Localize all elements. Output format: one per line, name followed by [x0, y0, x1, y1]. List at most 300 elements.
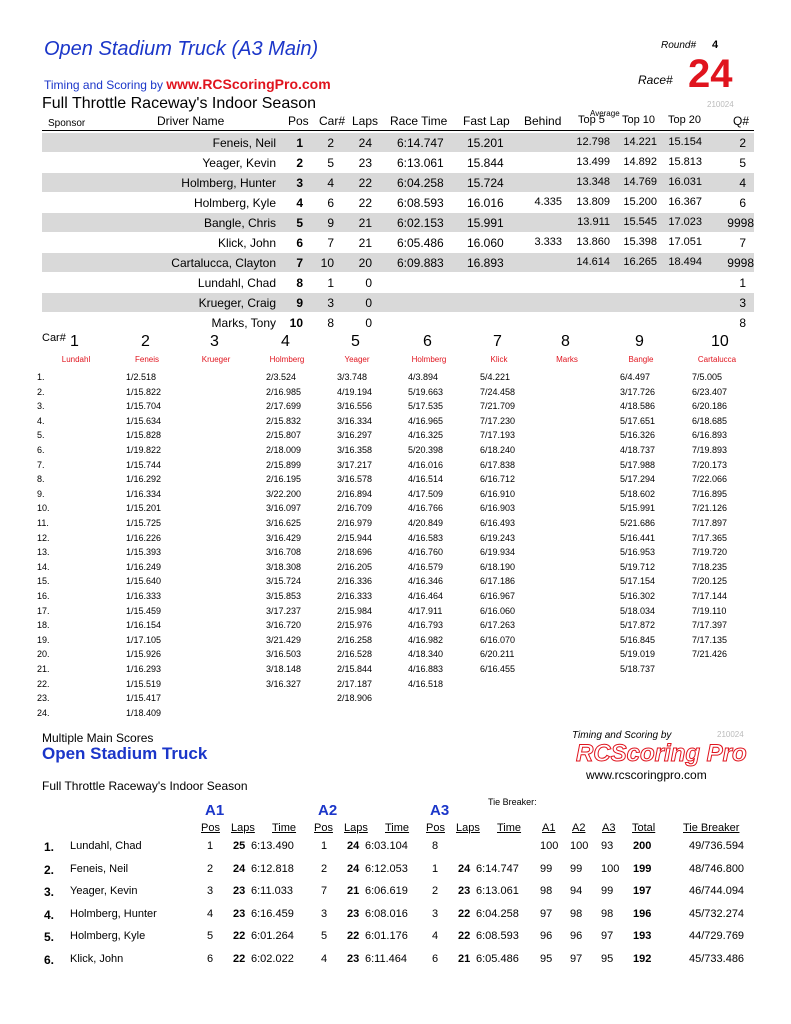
lap-cell: 3/16.358 — [337, 445, 373, 455]
result-pos: 9 — [296, 296, 303, 310]
lap-number: 6. — [37, 445, 45, 455]
lap-cell: 2/3.524 — [266, 372, 297, 382]
lap-cell: 1/15.725 — [126, 518, 162, 528]
lap-number: 17. — [37, 605, 50, 616]
lap-cell: 7/18.235 — [692, 561, 728, 572]
result-car: 7 — [327, 236, 334, 250]
lap-cell: 5/16.302 — [620, 591, 656, 601]
driver-name: Klick, John — [70, 952, 124, 965]
result-q: 7 — [739, 236, 746, 250]
lap-cell: 6/16.910 — [480, 488, 516, 499]
result-car: 8 — [327, 316, 334, 330]
lap-cell: 1/17.105 — [126, 634, 162, 645]
lap-cell: 5/18.602 — [620, 488, 656, 499]
result-laps: 21 — [358, 236, 372, 250]
a1-pos: 3 — [207, 885, 214, 897]
lap-number: 15. — [37, 576, 50, 587]
result-q: 3 — [739, 296, 746, 310]
lap-cell: 5/19.019 — [620, 649, 656, 660]
lap-cell: 7/21.709 — [480, 401, 516, 412]
lap-cell: 3/17.237 — [266, 605, 302, 616]
lap-cell: 1/15.417 — [126, 693, 162, 704]
race-label: Race# — [638, 73, 673, 87]
total-score: 197 — [633, 885, 652, 897]
result-row — [42, 133, 754, 152]
result-driver: Feneis, Neil — [212, 136, 276, 150]
lap-cell: 2/18.696 — [337, 547, 373, 558]
col-header-behind: Behind — [524, 114, 562, 128]
lap-cell: 3/17.217 — [337, 459, 373, 470]
a3-laps: 24 — [458, 862, 471, 875]
lap-cell: 5/16.845 — [620, 634, 656, 645]
a2-score: 100 — [570, 840, 589, 852]
lap-cell: 7/5.005 — [692, 372, 723, 382]
lap-cell: 4/19.194 — [337, 386, 373, 397]
lap-cell: 7/17.365 — [692, 532, 728, 543]
a2-laps: 24 — [347, 862, 360, 875]
result-row — [42, 253, 754, 272]
lap-cell: 3/3.748 — [337, 372, 368, 382]
result-pos: 1 — [296, 136, 303, 150]
tie-breaker: 45/732.274 — [689, 907, 745, 920]
lap-cell: 1/15.393 — [126, 547, 162, 558]
car-number-header: 3 — [210, 333, 219, 350]
a3-pos: 3 — [432, 907, 439, 920]
car-number-header: 6 — [423, 333, 432, 350]
race-number: 24 — [688, 52, 733, 96]
a2-header: A2 — [572, 822, 586, 834]
result-car: 9 — [327, 216, 334, 230]
lap-cell: 4/16.518 — [408, 678, 444, 689]
car-number-header: 1 — [70, 333, 79, 350]
result-q: 5 — [739, 156, 746, 170]
tie-breaker: 48/746.800 — [689, 862, 745, 875]
a3-score: 100 — [601, 862, 620, 875]
lap-cell: 7/20.173 — [692, 459, 728, 470]
lap-cell: 2/16.258 — [337, 634, 373, 645]
lap-cell: 6/16.070 — [480, 634, 516, 645]
lap-cell: 2/16.985 — [266, 386, 302, 397]
total-score: 196 — [633, 907, 652, 920]
result-row — [42, 193, 754, 212]
result-fast-lap: 15.201 — [467, 136, 504, 150]
lap-cell: 4/16.583 — [408, 532, 444, 543]
lap-cell: 2/15.832 — [266, 415, 302, 426]
timing-prefix: Timing and Scoring by — [44, 78, 167, 92]
lap-cell: 5/17.988 — [620, 459, 656, 470]
car-label: Car# — [42, 332, 66, 344]
a3-laps: 22 — [458, 930, 471, 942]
col-header-race-time: Race Time — [390, 114, 448, 128]
result-driver: Yeager, Kevin — [202, 156, 276, 170]
a2-score: 99 — [570, 862, 583, 875]
result-driver: Krueger, Craig — [198, 296, 276, 310]
lap-number: 14. — [37, 561, 50, 572]
result-top10: 14.769 — [623, 176, 657, 188]
result-row — [42, 313, 754, 332]
car-number-header: 7 — [493, 333, 502, 350]
lap-cell: 5/16.441 — [620, 532, 656, 543]
laps-header: Laps — [344, 822, 368, 834]
lap-cell: 6/16.493 — [480, 518, 516, 528]
a3-score: 93 — [601, 840, 614, 852]
lap-cell: 5/17.651 — [620, 415, 656, 426]
result-pos: 2 — [296, 156, 303, 170]
lap-cell: 6/17.838 — [480, 459, 516, 470]
result-top10: 14.221 — [623, 136, 657, 148]
a2-time: 6:12.053 — [365, 862, 408, 875]
lap-cell: 2/18.906 — [337, 693, 373, 704]
lap-cell: 4/16.965 — [408, 415, 444, 426]
col-header-top5: Top 5 — [578, 114, 605, 126]
a3-score: 99 — [601, 885, 614, 897]
lap-cell: 2/15.976 — [337, 620, 373, 631]
lap-cell: 6/16.893 — [692, 430, 728, 441]
result-fast-lap: 15.991 — [467, 216, 504, 230]
a3-score: 97 — [601, 930, 614, 942]
a1-pos: 2 — [207, 862, 214, 875]
tie-breaker: 46/744.094 — [689, 885, 745, 897]
a2-time: 6:08.016 — [365, 907, 408, 920]
result-fast-lap: 15.844 — [467, 156, 504, 170]
lap-cell: 4/16.514 — [408, 474, 444, 485]
result-driver: Bangle, Chris — [203, 216, 276, 230]
lap-number: 23. — [37, 693, 50, 704]
lap-cell: 7/22.066 — [692, 474, 728, 485]
a1-pos: 4 — [207, 907, 214, 920]
result-row — [42, 293, 754, 312]
pos-header: Pos — [314, 822, 333, 834]
lap-cell: 4/16.982 — [408, 634, 444, 645]
result-laps: 22 — [358, 176, 372, 190]
lap-cell: 4/16.325 — [408, 430, 444, 441]
result-laps: 0 — [365, 316, 372, 330]
lap-cell: 7/24.458 — [480, 386, 516, 397]
lap-cell: 7/21.426 — [692, 649, 728, 660]
a3-time: 6:13.061 — [476, 885, 519, 897]
ref-code: 210024 — [707, 100, 734, 109]
result-pos: 3 — [296, 176, 303, 190]
lap-cell: 7/19.110 — [692, 605, 727, 616]
lap-cell: 2/17.699 — [266, 401, 302, 412]
result-laps: 23 — [358, 156, 372, 170]
lap-number: 1. — [37, 372, 45, 382]
lap-number: 16. — [37, 591, 50, 601]
result-car: 10 — [320, 256, 334, 270]
lap-number: 12. — [37, 532, 50, 543]
lap-cell: 4/16.760 — [408, 547, 444, 558]
total-score: 192 — [633, 952, 652, 965]
result-race-time: 6:05.486 — [397, 236, 444, 250]
col-header-laps: Laps — [352, 114, 379, 128]
lap-cell: 1/15.201 — [126, 503, 162, 514]
lap-cell: 4/18.586 — [620, 401, 656, 412]
a3-pos: 8 — [432, 840, 439, 852]
result-race-time: 6:09.883 — [397, 256, 444, 270]
lap-number: 11. — [37, 518, 49, 528]
lap-cell: 6/18.190 — [480, 561, 516, 572]
car-driver-label: Lundahl — [61, 355, 91, 364]
result-laps: 21 — [358, 216, 372, 230]
car-number-header: 8 — [561, 333, 570, 350]
a1-score: 97 — [540, 907, 553, 920]
lap-cell: 1/15.926 — [126, 649, 162, 660]
result-driver: Marks, Tony — [211, 316, 276, 330]
result-race-time: 6:14.747 — [397, 136, 444, 150]
lap-cell: 6/17.263 — [480, 620, 516, 631]
result-behind: 3.333 — [534, 236, 562, 248]
car-driver-label: Holmberg — [269, 355, 305, 364]
result-top10: 15.545 — [623, 216, 657, 228]
lap-cell: 5/16.953 — [620, 547, 656, 558]
result-row — [42, 173, 754, 192]
laps-header: Laps — [456, 822, 480, 834]
a2-score: 94 — [570, 885, 583, 897]
result-laps: 24 — [358, 136, 372, 150]
a1-laps: 23 — [233, 885, 246, 897]
lap-cell: 1/15.640 — [126, 576, 162, 587]
lap-cell: 6/23.407 — [692, 386, 728, 397]
lap-cell: 2/15.984 — [337, 605, 373, 616]
result-behind: 4.335 — [534, 196, 562, 208]
lap-cell: 6/16.967 — [480, 591, 516, 601]
lap-number: 22. — [37, 678, 50, 689]
lap-cell: 6/20.186 — [692, 401, 728, 412]
car-driver-label: Feneis — [134, 355, 159, 364]
col-header-fast-lap: Fast Lap — [463, 114, 510, 128]
page-title: Open Stadium Truck (A3 Main) — [44, 38, 319, 60]
result-pos: 8 — [296, 276, 303, 290]
a2-pos: 5 — [321, 930, 328, 942]
lap-cell: 7/20.125 — [692, 576, 728, 587]
timing-url-link[interactable]: www.RCScoringPro.com — [166, 76, 331, 92]
lap-cell: 2/16.979 — [337, 518, 373, 528]
class-title: Open Stadium Truck — [42, 744, 208, 763]
result-top5: 13.499 — [576, 156, 610, 168]
lap-cell: 6/16.455 — [480, 664, 516, 674]
lap-cell: 3/17.726 — [620, 386, 656, 397]
car-driver-label: Klick — [490, 355, 508, 364]
lap-number: 4. — [37, 415, 45, 426]
lap-cell: 5/17.154 — [620, 576, 656, 587]
lap-cell: 7/21.126 — [692, 503, 728, 514]
a1-header: A1 — [542, 822, 556, 834]
lap-cell: 1/19.822 — [126, 445, 162, 455]
a2-laps: 23 — [347, 907, 360, 920]
a1-time: 6:12.818 — [251, 862, 294, 875]
lap-cell: 1/15.822 — [126, 386, 162, 397]
a3-time: 6:14.747 — [476, 862, 519, 875]
lap-cell: 3/16.503 — [266, 649, 302, 660]
lap-cell: 3/18.308 — [266, 561, 302, 572]
a2-laps: 21 — [347, 885, 360, 897]
lap-cell: 4/17.911 — [408, 605, 443, 616]
lap-cell: 5/15.991 — [620, 503, 656, 514]
laps-header: Laps — [231, 822, 255, 834]
total-score: 199 — [633, 862, 652, 875]
pos-header: Pos — [201, 822, 220, 834]
lap-cell: 3/16.429 — [266, 532, 302, 543]
lap-cell: 3/16.327 — [266, 678, 302, 689]
lap-cell: 3/16.297 — [337, 430, 373, 441]
header-divider — [42, 130, 754, 131]
lap-number: 2. — [37, 386, 45, 397]
result-pos: 7 — [296, 256, 303, 270]
result-row — [42, 233, 754, 252]
lap-cell: 1/2.518 — [126, 372, 157, 382]
main-a2-label: A2 — [318, 802, 338, 819]
driver-name: Yeager, Kevin — [70, 885, 138, 897]
a3-header: A3 — [602, 822, 616, 834]
lap-cell: 1/16.293 — [126, 664, 162, 674]
lap-cell: 1/16.154 — [126, 620, 162, 631]
a1-score: 96 — [540, 930, 553, 942]
a1-laps: 22 — [233, 952, 246, 965]
result-pos: 6 — [296, 236, 303, 250]
result-top20: 15.813 — [668, 156, 702, 168]
timing-credit — [44, 76, 331, 92]
lap-cell: 7/17.897 — [692, 518, 728, 528]
lap-cell: 3/22.200 — [266, 488, 302, 499]
lap-cell: 7/17.135 — [692, 634, 728, 645]
lap-cell: 1/15.744 — [126, 459, 162, 470]
tie-breaker-label: Tie Breaker: — [488, 797, 537, 807]
lap-number: 13. — [37, 547, 50, 558]
a1-pos: 5 — [207, 930, 214, 942]
a2-time: 6:01.176 — [365, 930, 408, 942]
result-laps: 20 — [358, 256, 372, 270]
result-q: 9998 — [727, 216, 754, 230]
round-label: Round# — [661, 40, 697, 51]
driver-name: Holmberg, Hunter — [70, 907, 157, 920]
result-q: 2 — [739, 136, 746, 150]
lap-cell: 2/16.336 — [337, 576, 373, 587]
car-driver-label: Cartalucca — [697, 355, 737, 364]
rank: 4. — [44, 907, 55, 922]
lap-cell: 6/18.240 — [480, 445, 516, 455]
total-score: 200 — [633, 840, 652, 852]
lap-cell: 2/16.528 — [337, 649, 373, 660]
a2-score: 96 — [570, 930, 583, 942]
lap-number: 24. — [37, 707, 50, 718]
lap-cell: 2/15.844 — [337, 664, 373, 674]
total-score: 193 — [633, 930, 652, 942]
result-car: 3 — [327, 296, 334, 310]
result-top5: 13.348 — [576, 176, 610, 188]
a1-time: 6:13.490 — [251, 840, 294, 852]
a2-time: 6:11.464 — [365, 952, 408, 965]
a1-score: 95 — [540, 952, 553, 965]
car-number-header: 5 — [351, 333, 360, 350]
result-row — [42, 273, 754, 292]
season-title: Full Throttle Raceway's Indoor Season — [42, 95, 317, 112]
car-number-header: 4 — [281, 333, 290, 350]
lap-cell: 2/16.894 — [337, 488, 373, 499]
lap-cell: 4/16.793 — [408, 620, 444, 631]
lap-cell: 3/15.724 — [266, 576, 302, 587]
summary-season: Full Throttle Raceway's Indoor Season — [42, 779, 248, 793]
lap-cell: 6/16.712 — [480, 474, 516, 485]
lap-cell: 6/18.685 — [692, 415, 728, 426]
lap-cell: 7/19.720 — [692, 547, 728, 558]
result-top20: 18.494 — [668, 256, 702, 268]
result-driver: Lundahl, Chad — [197, 276, 276, 290]
rcscoring-logo: RCScoring Pro — [576, 740, 747, 767]
result-row — [42, 213, 754, 232]
a1-laps: 24 — [233, 862, 246, 875]
timing-by-label: Timing and Scoring by — [572, 730, 672, 741]
result-top5: 13.809 — [576, 196, 610, 208]
a1-score: 100 — [540, 840, 559, 852]
lap-cell: 1/15.459 — [126, 605, 162, 616]
lap-cell: 7/19.893 — [692, 445, 728, 455]
lap-cell: 4/16.579 — [408, 561, 444, 572]
lap-cell: 5/18.034 — [620, 605, 656, 616]
a2-pos: 4 — [321, 952, 328, 965]
a1-time: 6:11.033 — [251, 885, 294, 897]
lap-cell: 6/19.934 — [480, 547, 516, 558]
result-top5: 13.911 — [577, 216, 610, 228]
result-q: 1 — [739, 276, 746, 290]
lap-cell: 3/16.708 — [266, 547, 302, 558]
lap-cell: 2/17.187 — [337, 678, 373, 689]
lap-cell: 4/17.509 — [408, 488, 444, 499]
driver-name: Holmberg, Kyle — [70, 930, 146, 942]
col-header-sponsor: Sponsor — [48, 118, 86, 129]
lap-number: 7. — [37, 459, 45, 470]
tie-breaker-header: Tie Breaker — [683, 822, 740, 834]
lap-cell: 4/18.340 — [408, 649, 444, 660]
lap-cell: 1/16.292 — [126, 474, 162, 485]
result-top20: 16.031 — [668, 176, 702, 188]
car-driver-label: Marks — [556, 355, 578, 364]
a2-pos: 7 — [321, 885, 328, 897]
lap-cell: 2/15.807 — [266, 430, 302, 441]
lap-cell: 7/17.193 — [480, 430, 516, 441]
car-number-header: 9 — [635, 333, 644, 350]
a2-laps: 22 — [347, 930, 360, 942]
a3-time: 6:05.486 — [476, 952, 519, 965]
rank: 3. — [44, 885, 55, 899]
col-header-top10: Top 10 — [622, 114, 656, 126]
lap-number: 10. — [37, 503, 50, 514]
website-link[interactable]: www.rcscoringpro.com — [586, 768, 707, 782]
result-q: 8 — [739, 316, 746, 330]
rank: 5. — [44, 930, 55, 944]
a1-pos: 6 — [207, 952, 214, 965]
result-q: 6 — [739, 196, 746, 210]
lap-cell: 1/16.334 — [126, 488, 162, 499]
lap-number: 19. — [37, 634, 50, 645]
lap-cell: 1/18.409 — [126, 707, 162, 718]
lap-cell: 1/15.519 — [126, 678, 162, 689]
result-race-time: 6:13.061 — [397, 156, 444, 170]
lap-number: 21. — [37, 664, 50, 674]
a3-pos: 4 — [432, 930, 439, 942]
lap-cell: 5/18.737 — [620, 664, 656, 674]
car-driver-label: Holmberg — [411, 355, 447, 364]
result-top10: 16.265 — [623, 256, 657, 268]
lap-cell: 2/18.009 — [266, 445, 302, 455]
pos-header: Pos — [426, 822, 445, 834]
lap-cell: 5/16.326 — [620, 430, 656, 441]
result-top20: 17.051 — [668, 236, 702, 248]
tie-breaker: 49/736.594 — [689, 840, 745, 852]
result-top20: 16.367 — [668, 196, 702, 208]
lap-cell: 3/21.429 — [266, 634, 302, 645]
result-fast-lap: 15.724 — [467, 176, 504, 190]
result-top20: 15.154 — [668, 136, 702, 148]
